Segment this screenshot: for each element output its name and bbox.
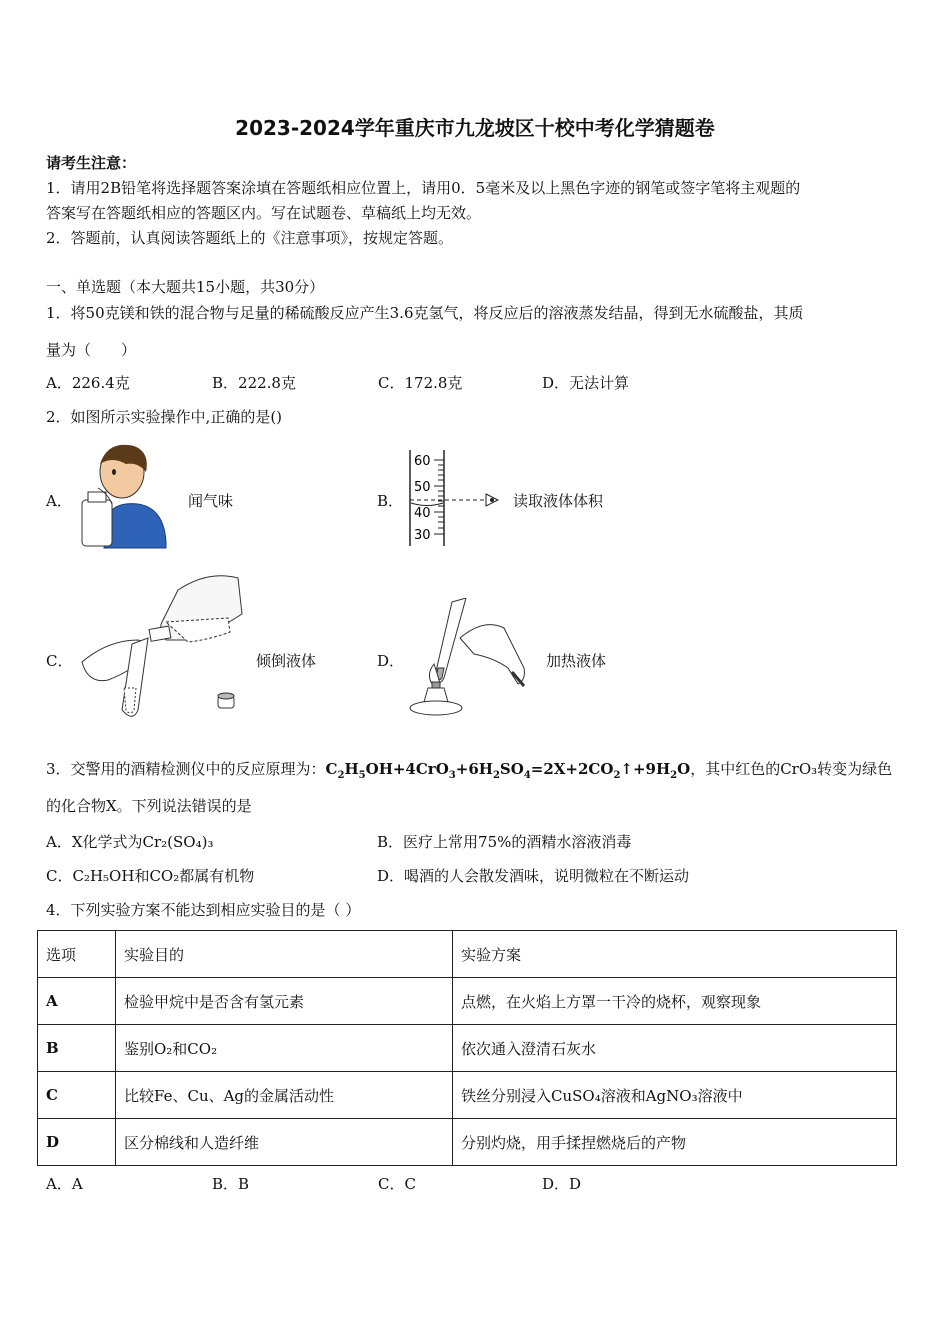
experiment-table xyxy=(37,930,897,1166)
q2-option-b-letter: B． xyxy=(377,492,404,510)
question-2-stem: 2．如图所示实验操作中,正确的是() xyxy=(46,408,283,426)
q1-option-c: C．172.8克 xyxy=(378,374,463,392)
table-header: 实验目的 xyxy=(116,931,453,978)
q3-option-c: C．C₂H₅OH和CO₂都属有机物 xyxy=(46,867,255,885)
table-cell: 点燃，在火焰上方罩一干冷的烧杯，观察现象 xyxy=(453,978,897,1025)
table-cell: 鉴别O₂和CO₂ xyxy=(116,1025,453,1072)
table-row xyxy=(38,1025,897,1072)
table-cell: 比较Fe、Cu、Ag的金属活动性 xyxy=(116,1072,453,1119)
table-cell: 区分棉线和人造纤维 xyxy=(116,1119,453,1166)
cylinder-tick-label: 40 xyxy=(414,506,431,521)
table-header-row xyxy=(38,931,897,978)
table-header: 选项 xyxy=(38,931,116,978)
graduated-cylinder-illustration xyxy=(404,448,504,550)
q3-stem-suffix: ，其中红色的CrO₃转变为绿色 xyxy=(690,760,893,778)
q2-option-a-letter: A． xyxy=(46,492,72,510)
question-4-stem: 4．下列实验方案不能达到相应实验目的是（ ） xyxy=(46,901,361,919)
table-cell: 铁丝分别浸入CuSO₄溶液和AgNO₃溶液中 xyxy=(453,1072,897,1119)
table-cell: C xyxy=(38,1072,116,1119)
q2-option-d-text: 加热液体 xyxy=(546,652,607,670)
table-cell: A xyxy=(38,978,116,1025)
q4-option-c: C．C xyxy=(378,1175,416,1193)
question-3-stem xyxy=(46,758,892,781)
question-3-stem: 的化合物X。下列说法错误的是 xyxy=(46,797,252,815)
question-1-stem: 量为（ ） xyxy=(46,341,137,359)
notice-line: 1．请用2B铅笔将选择题答案涂填在答题纸相应位置上，请用0．5毫米及以上黑色字迹的钢笔或签字笔将主观题的 xyxy=(46,179,801,197)
notice-line: 答案写在答题纸相应的答题区内。写在试题卷、草稿纸上均无效。 xyxy=(46,204,482,222)
table-cell: 分别灼烧，用手揉捏燃烧后的产物 xyxy=(453,1119,897,1166)
table-cell: B xyxy=(38,1025,116,1072)
q2-option-c-letter: C． xyxy=(46,652,73,670)
page-title: 2023-2024学年重庆市九龙坡区十校中考化学猜题卷 xyxy=(235,116,715,140)
q3-option-a: A．X化学式为Cr₂(SO₄)₃ xyxy=(46,833,214,851)
notice-line: 2．答题前，认真阅读答题纸上的《注意事项》，按规定答题。 xyxy=(46,229,454,247)
q2-option-c-text: 倾倒液体 xyxy=(256,652,317,670)
cylinder-tick-label: 50 xyxy=(414,480,431,495)
q2-option-d-letter: D． xyxy=(377,652,405,670)
table-header: 实验方案 xyxy=(453,931,897,978)
table-row xyxy=(38,1072,897,1119)
table-cell: 检验甲烷中是否含有氢元素 xyxy=(116,978,453,1025)
table-cell: D xyxy=(38,1119,116,1166)
table-cell: 依次通入澄清石灰水 xyxy=(453,1025,897,1072)
cylinder-tick-label: 30 xyxy=(414,528,431,543)
cylinder-tick-label: 60 xyxy=(414,454,431,469)
heating-liquid-illustration xyxy=(404,598,534,722)
q1-option-a: A．226.4克 xyxy=(46,374,130,392)
chemical-equation: $C_2H_5OH+4CrO_3+6H_2SO_4=2X+2CO_2↑+9H_2O$ xyxy=(325,760,691,781)
q3-option-d: D．喝酒的人会散发酒味，说明微粒在不断运动 xyxy=(377,867,690,885)
q3-option-b: B．医疗上常用75%的酒精水溶液消毒 xyxy=(377,833,632,851)
smelling-illustration xyxy=(78,442,170,550)
q2-option-a-text: 闻气味 xyxy=(188,492,234,510)
q3-stem-prefix: 3．交警用的酒精检测仪中的反应原理为： xyxy=(46,760,326,778)
notice-heading: 请考生注意： xyxy=(46,154,137,172)
table-row xyxy=(38,978,897,1025)
section-heading: 一、单选题（本大题共15小题，共30分） xyxy=(46,278,325,296)
q4-option-a: A．A xyxy=(46,1175,83,1193)
question-1-stem: 1．将50克镁和铁的混合物与足量的稀硫酸反应产生3.6克氢气，将反应后的溶液蒸发结晶，得到无水硫酸盐，其质 xyxy=(46,304,804,322)
q1-option-b: B．222.8克 xyxy=(212,374,296,392)
q4-option-b: B．B xyxy=(212,1175,250,1193)
table-row xyxy=(38,1119,897,1166)
pouring-liquid-illustration xyxy=(78,570,248,720)
q1-option-d: D．无法计算 xyxy=(542,374,630,392)
q4-option-d: D．D xyxy=(542,1175,582,1193)
q2-option-b-text: 读取液体体积 xyxy=(513,492,604,510)
